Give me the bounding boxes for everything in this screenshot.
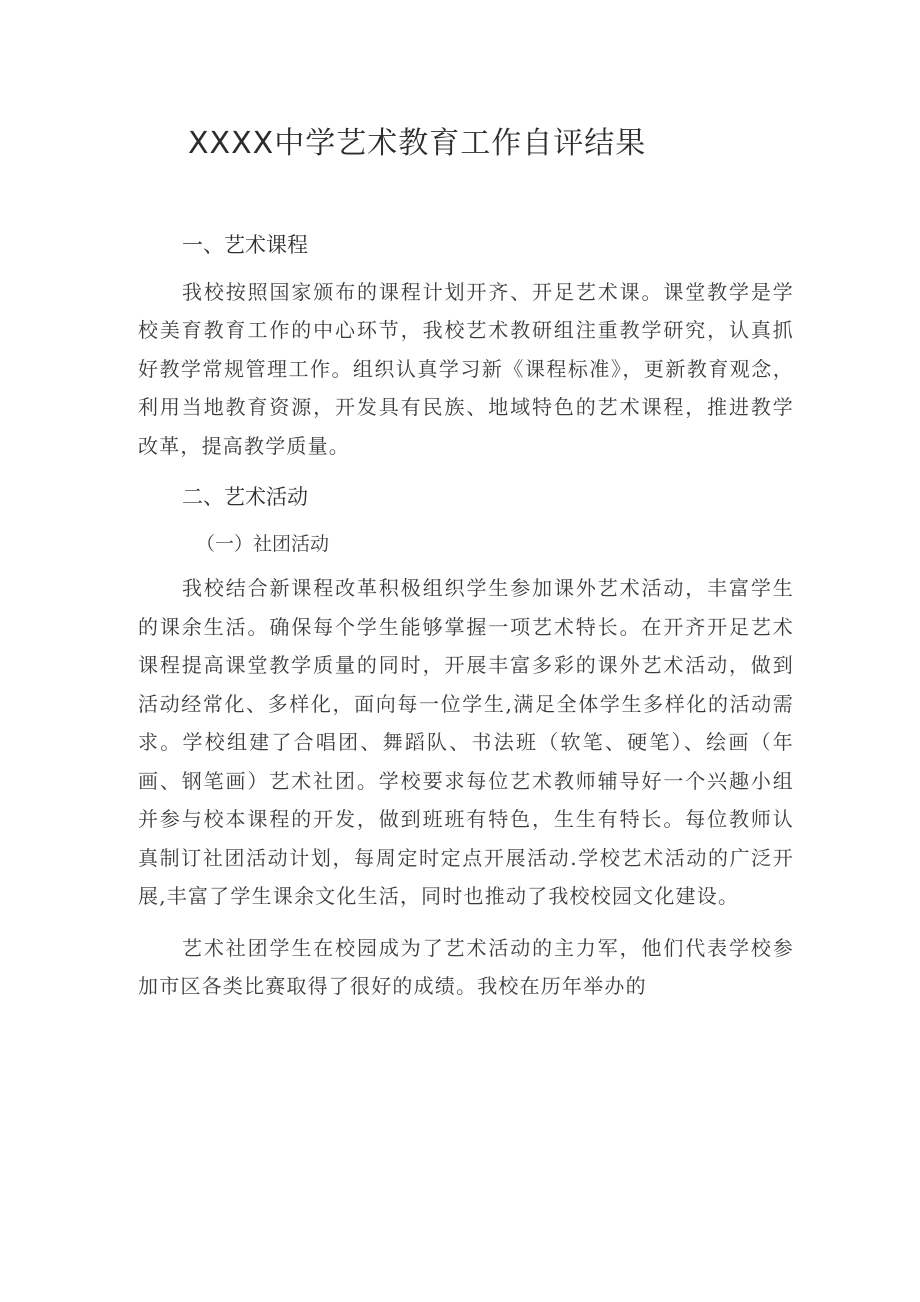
section-heading: 一、艺术课程 [182,233,308,257]
section-heading: 二、艺术活动 [182,485,308,509]
paragraph: 我校结合新课程改革积极组织学生参加课外艺术活动，丰富学生的课余生活。确保每个学生能够掌握一项艺术特长。在开齐开足艺术课程提高课堂教学质量的同时，开展丰富多彩的课外艺术活动，做到活动经常化、多样化，面向每一位学生,满足全体学生多样化的活动需求。学校组建了合唱团、舞蹈队、书法班（软笔、硬笔）、绘画（年画、钢笔画）艺术社团。学校要求每位艺术教师辅导好一个兴趣小组并参与校本课程的开发，做到班班有特色，生生有特长。每位教师认真制订社团活动计划，每周定时定点开展活动.学校艺术活动的广泛开展,丰富了学生课余文化生活，同时也推动了我校校园文化建设。 [138,576,794,908]
paragraph: 我校按照国家颁布的课程计划开齐、开足艺术课。课堂教学是学校美育教育工作的中心环节，我校艺术教研组注重教学研究，认真抓好教学常规管理工作。组织认真学习新《课程标准》，更新教育观念，利用当地教育资源，开发具有民族、地域特色的艺术课程，推进教学改革，提高教学质量。 [138,279,794,458]
document-body [138,226,794,1019]
section-art-activities [138,478,794,1006]
section-art-curriculum [138,226,794,465]
document-title: XXXX中学艺术教育工作自评结果 [188,126,647,161]
paragraph: 艺术社团学生在校园成为了艺术活动的主力军，他们代表学校参加市区各类比赛取得了很好的成绩。我校在历年举办的 [138,935,794,998]
subsection-heading: （一）社团活动 [196,532,330,555]
